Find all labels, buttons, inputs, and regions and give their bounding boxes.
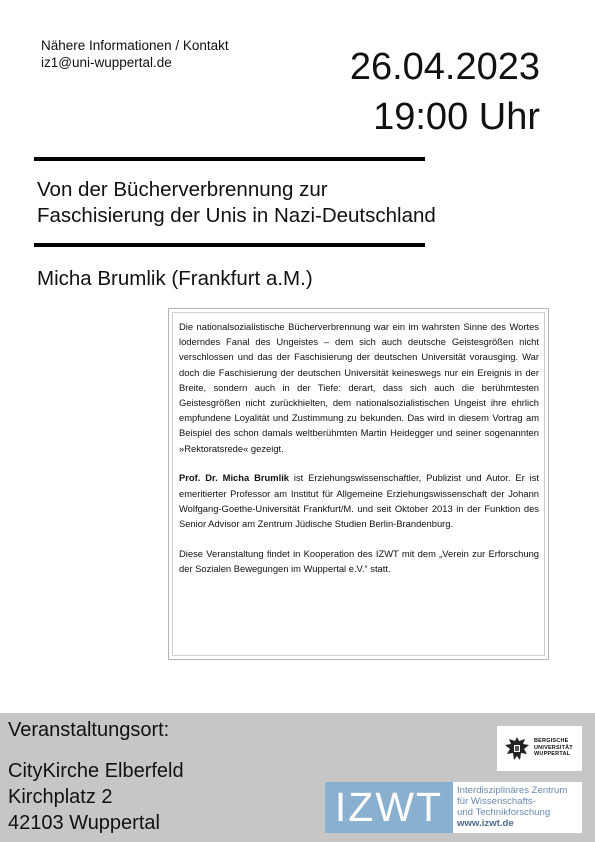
contact-heading: Nähere Informationen / Kontakt xyxy=(41,38,229,53)
izwt-url[interactable]: www.izwt.de xyxy=(457,818,514,829)
title-rule-top xyxy=(34,157,425,161)
contact-email[interactable]: iz1@uni-wuppertal.de xyxy=(41,55,172,70)
cooperation-paragraph: Diese Veranstaltung findet in Kooperation des IZWT mit dem „Verein zur Erforschung der Sozialen Bewegungen im Wuppertal e.V.“ statt. xyxy=(179,547,539,574)
abstract-text-frame xyxy=(172,312,545,656)
title-rule-bottom xyxy=(34,243,425,247)
bio-paragraph xyxy=(179,470,539,531)
venue-address xyxy=(8,758,184,836)
izwt-wordmark: IZWT xyxy=(325,782,453,833)
event-title-line1: Von der Bücherverbrennung zur xyxy=(37,178,328,201)
bio-name: Prof. Dr. Micha Brumlik xyxy=(179,472,290,484)
event-title xyxy=(37,177,436,229)
izwt-line2: für Wissenschafts- xyxy=(457,796,536,807)
venue-footer xyxy=(0,713,595,842)
event-date: 26.04.2023 xyxy=(349,46,540,88)
eagle-crest-icon xyxy=(503,734,531,764)
venue-name: CityKirche Elberfeld xyxy=(8,760,184,782)
contact-info xyxy=(41,37,229,71)
venue-heading: Veranstaltungsort: xyxy=(8,719,170,741)
abstract-paragraph: Die nationalsozialistische Bücherverbrennung war ein im wahrsten Sinne des Wortes loderndes Fanal des Ungeistes – dem sich auch deutsche Geistesgrößen nicht verschlossen und das der Faschisierung der deutschen Universität vorausging. War doch die Faschisierung der deutschen Universität keineswegs nur ein Ereignis in der Breite, sondern auch in der Tiefe: derart, dass sich auch die berühmtesten Geistesgrößen nicht zurückhielten, dem nationalsozialistischen Ungeist ihre ehrlich empfundene Loyalität und Zustimmung zu bekunden. Das wird in diesem Vortrag am Beispiel des schon damals weltberühmten Martin Heidegger und seiner sogenannten »Rektoratsrede« gezeigt. xyxy=(179,321,539,454)
university-name-line3: WUPPERTAL xyxy=(534,751,571,757)
university-logo xyxy=(497,726,582,771)
venue-city: 42103 Wuppertal xyxy=(8,812,160,834)
izwt-description xyxy=(457,785,567,829)
bio-text: ist Erziehungswissenschaftler, Publizist und Autor. Er ist emeritierter Professor am Institut für Allgemeine Erziehungswissenschaft der Johann Wolfgang-Goethe-Universität Frankfurt/M. und seit Oktober 2013 in der Funktion des Senior Advisor am Zentrum Jüdische Studien Berlin-Brandenburg. xyxy=(179,472,539,529)
event-title-line2: Faschisierung der Unis in Nazi-Deutschland xyxy=(37,204,436,227)
university-name xyxy=(534,738,573,758)
izwt-line1: Interdisziplinäres Zentrum xyxy=(457,785,568,796)
izwt-line3: und Technikforschung xyxy=(457,807,551,818)
izwt-logo xyxy=(325,782,582,833)
event-time: 19:00 Uhr xyxy=(373,96,540,138)
venue-street: Kirchplatz 2 xyxy=(8,786,113,808)
university-name-line1: BERGISCHE xyxy=(534,738,569,744)
university-name-line2: UNIVERSITÄT xyxy=(534,744,573,751)
speaker-name: Micha Brumlik (Frankfurt a.M.) xyxy=(37,267,313,290)
event-datetime xyxy=(350,42,540,142)
abstract-box xyxy=(168,308,549,660)
